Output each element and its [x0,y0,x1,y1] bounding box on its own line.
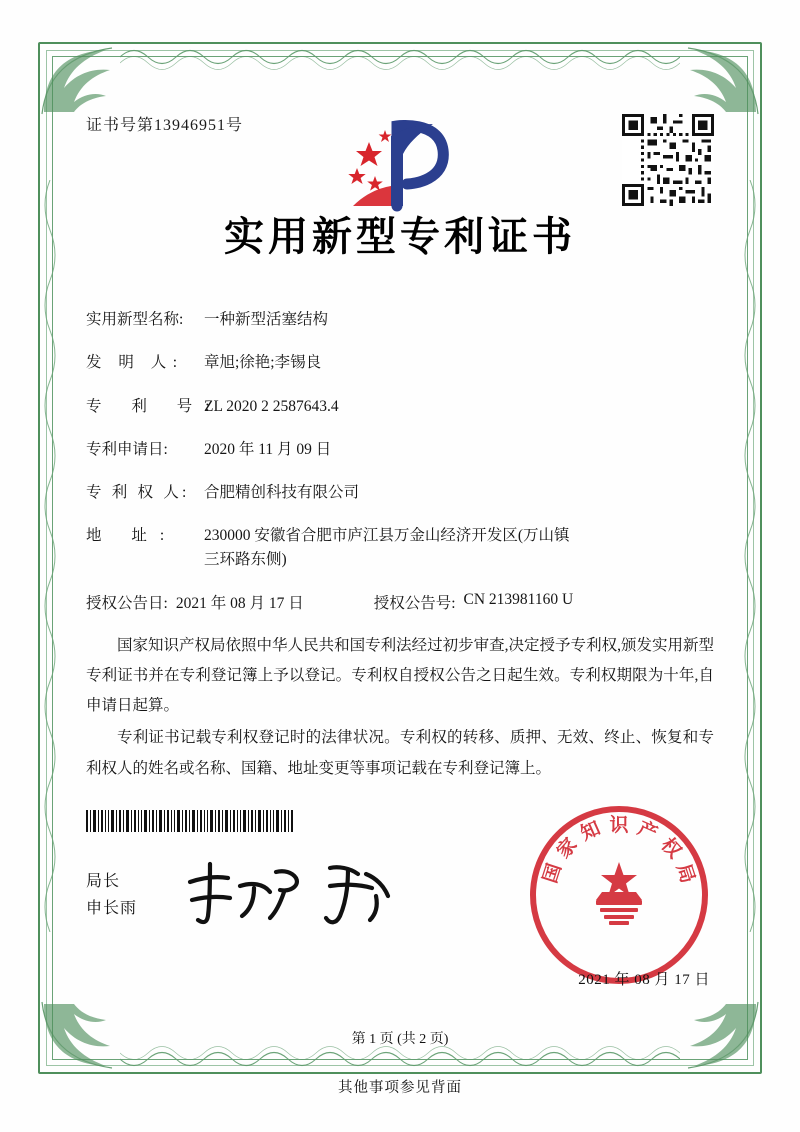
svg-text:权: 权 [656,834,685,863]
signature-block [86,868,137,922]
fields-list [86,308,714,613]
legal-paragraph-2: 专利证书记载专利权登记时的法律状况。专利权的转移、质押、无效、终止、恢复和专利权人的姓名或名称、国籍、地址变更等事项记载在专利登记簿上。 [86,729,714,777]
svg-text:局: 局 [672,861,699,886]
handwritten-signature [180,852,410,932]
legal-text [86,631,714,784]
field-value-name: 一种新型活塞结构 [204,311,329,328]
field-value-address [204,524,714,571]
svg-text:知: 知 [577,818,604,845]
svg-text:家: 家 [553,834,582,863]
director-label: 局长 [86,873,121,890]
announcement-number-value: CN 213981160 U [463,590,574,608]
field-row-patent-number [86,395,714,418]
page-title: 实用新型专利证书 [224,214,576,259]
page-number: 第 1 页 (共 2 页) [351,1032,449,1047]
ornament-band-bottom [120,1046,680,1072]
ornament-band-top [120,44,680,70]
announcement-number-label: 授权公告号: [373,594,456,612]
official-red-seal [524,800,714,990]
announcement-date-value: 2021 年 08 月 17 日 [175,594,304,612]
announcement-row [86,591,714,613]
field-row-name [86,308,714,331]
seal-date: 2021 年 08 月 17 日 [578,972,710,988]
ornament-side-left [40,180,60,932]
cnipa-logo [335,110,465,220]
field-label-application-date: 专利申请日: [86,440,168,458]
field-value-inventor: 章旭;徐艳;李锡良 [204,354,322,372]
certificate-content [86,96,714,786]
field-row-application-date [86,438,714,461]
field-row-patentee [86,481,714,504]
barcode [86,810,296,832]
field-label-patent-number: 专 利 号: [86,397,223,415]
footer-note: 其他事项参见背面 [338,1080,462,1096]
field-value-patent-number: ZL 2020 2 2587643.4 [204,397,339,415]
field-row-inventor [86,351,714,374]
announcement-date-group [86,591,304,613]
svg-text:国: 国 [539,861,566,886]
svg-text:识: 识 [609,815,629,836]
address-line-1: 230000 安徽省合肥市庐江县万金山经济开发区(万山镇 [204,527,570,545]
announcement-date-label: 授权公告日: [86,594,168,612]
ornament-side-right [740,180,760,932]
director-name: 申长雨 [86,900,138,918]
field-label-patentee: 专 利 权 人: [86,484,190,501]
field-row-address [86,524,714,571]
field-label-address: 地 址: [86,527,178,545]
field-label-name: 实用新型名称: [86,311,184,328]
field-label-inventor: 发 明 人: [86,354,184,372]
legal-paragraph-1: 国家知识产权局依照中华人民共和国专利法经过初步审查,决定授予专利权,颁发实用新型专利证书并在专利登记簿上予以登记。专利权自授权公告之日起生效。专利权期限为十年,自申请日起算。 [86,636,714,715]
certificate-number: 证书号第13946951号 [86,117,244,134]
qr-code [622,114,714,206]
field-value-application-date: 2020 年 11 月 09 日 [204,440,332,458]
field-value-patentee: 合肥精创科技有限公司 [204,484,360,501]
svg-text:产: 产 [634,818,661,845]
address-line-2: 三环路东侧) [204,550,287,568]
announcement-number-group [374,591,573,613]
